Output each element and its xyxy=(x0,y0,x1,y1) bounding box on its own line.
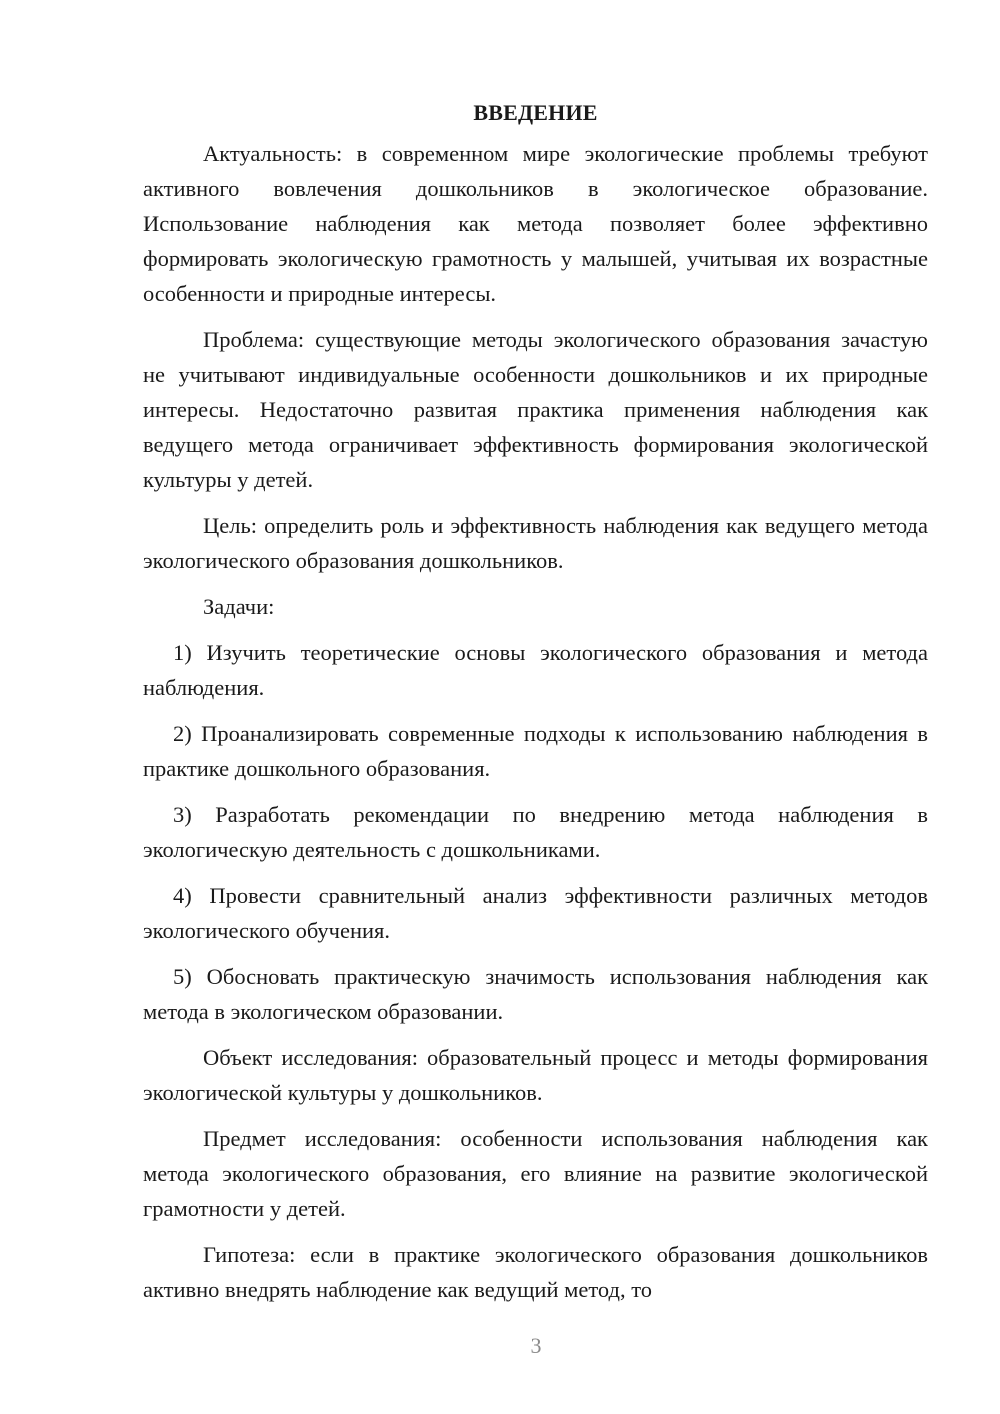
task-item-3: 3) Разработать рекомендации по внедрению метода наблюдения в экологическую деятельность с дошкольниками. xyxy=(143,802,928,862)
task-item-1: 1) Изучить теоретические основы экологического образования и метода наблюдения. xyxy=(143,640,928,700)
paragraph-relevance: Актуальность: в современном мире экологические проблемы требуют активного вовлечения дошкольников в экологическое образование. Использование наблюдения как метода позволяет более эффективно формировать экологическую грамотность у малышей, учитывая их возрастные особенности и природные интересы. xyxy=(143,141,928,306)
paragraph-goal: Цель: определить роль и эффективность наблюдения как ведущего метода экологического образования дошкольников. xyxy=(143,513,928,573)
task-item-2: 2) Проанализировать современные подходы к использованию наблюдения в практике дошкольного образования. xyxy=(143,721,928,781)
task-item-4: 4) Провести сравнительный анализ эффективности различных методов экологического обучения. xyxy=(143,883,928,943)
paragraph-problem: Проблема: существующие методы экологического образования зачастую не учитывают индивидуальные особенности дошкольников и их природные интересы. Недостаточно развитая практика применения наблюдения как ведущего метода ограничивает эффективность формирования экологической культуры у детей. xyxy=(143,327,928,492)
paragraph-object: Объект исследования: образовательный процесс и методы формирования экологической культуры у дошкольников. xyxy=(143,1045,928,1105)
task-item-5: 5) Обосновать практическую значимость использования наблюдения как метода в экологическом образовании. xyxy=(143,964,928,1024)
page-number: 3 xyxy=(530,1333,542,1358)
tasks-heading: Задачи: xyxy=(203,594,275,619)
paragraph-hypothesis: Гипотеза: если в практике экологического образования дошкольников активно внедрять наблюдение как ведущий метод, то xyxy=(143,1242,928,1302)
section-title: ВВЕДЕНИЕ xyxy=(473,100,598,125)
page-content xyxy=(143,95,928,1318)
paragraph-subject: Предмет исследования: особенности использования наблюдения как метода экологического образования, его влияние на развитие экологической грамотности у детей. xyxy=(143,1126,928,1221)
